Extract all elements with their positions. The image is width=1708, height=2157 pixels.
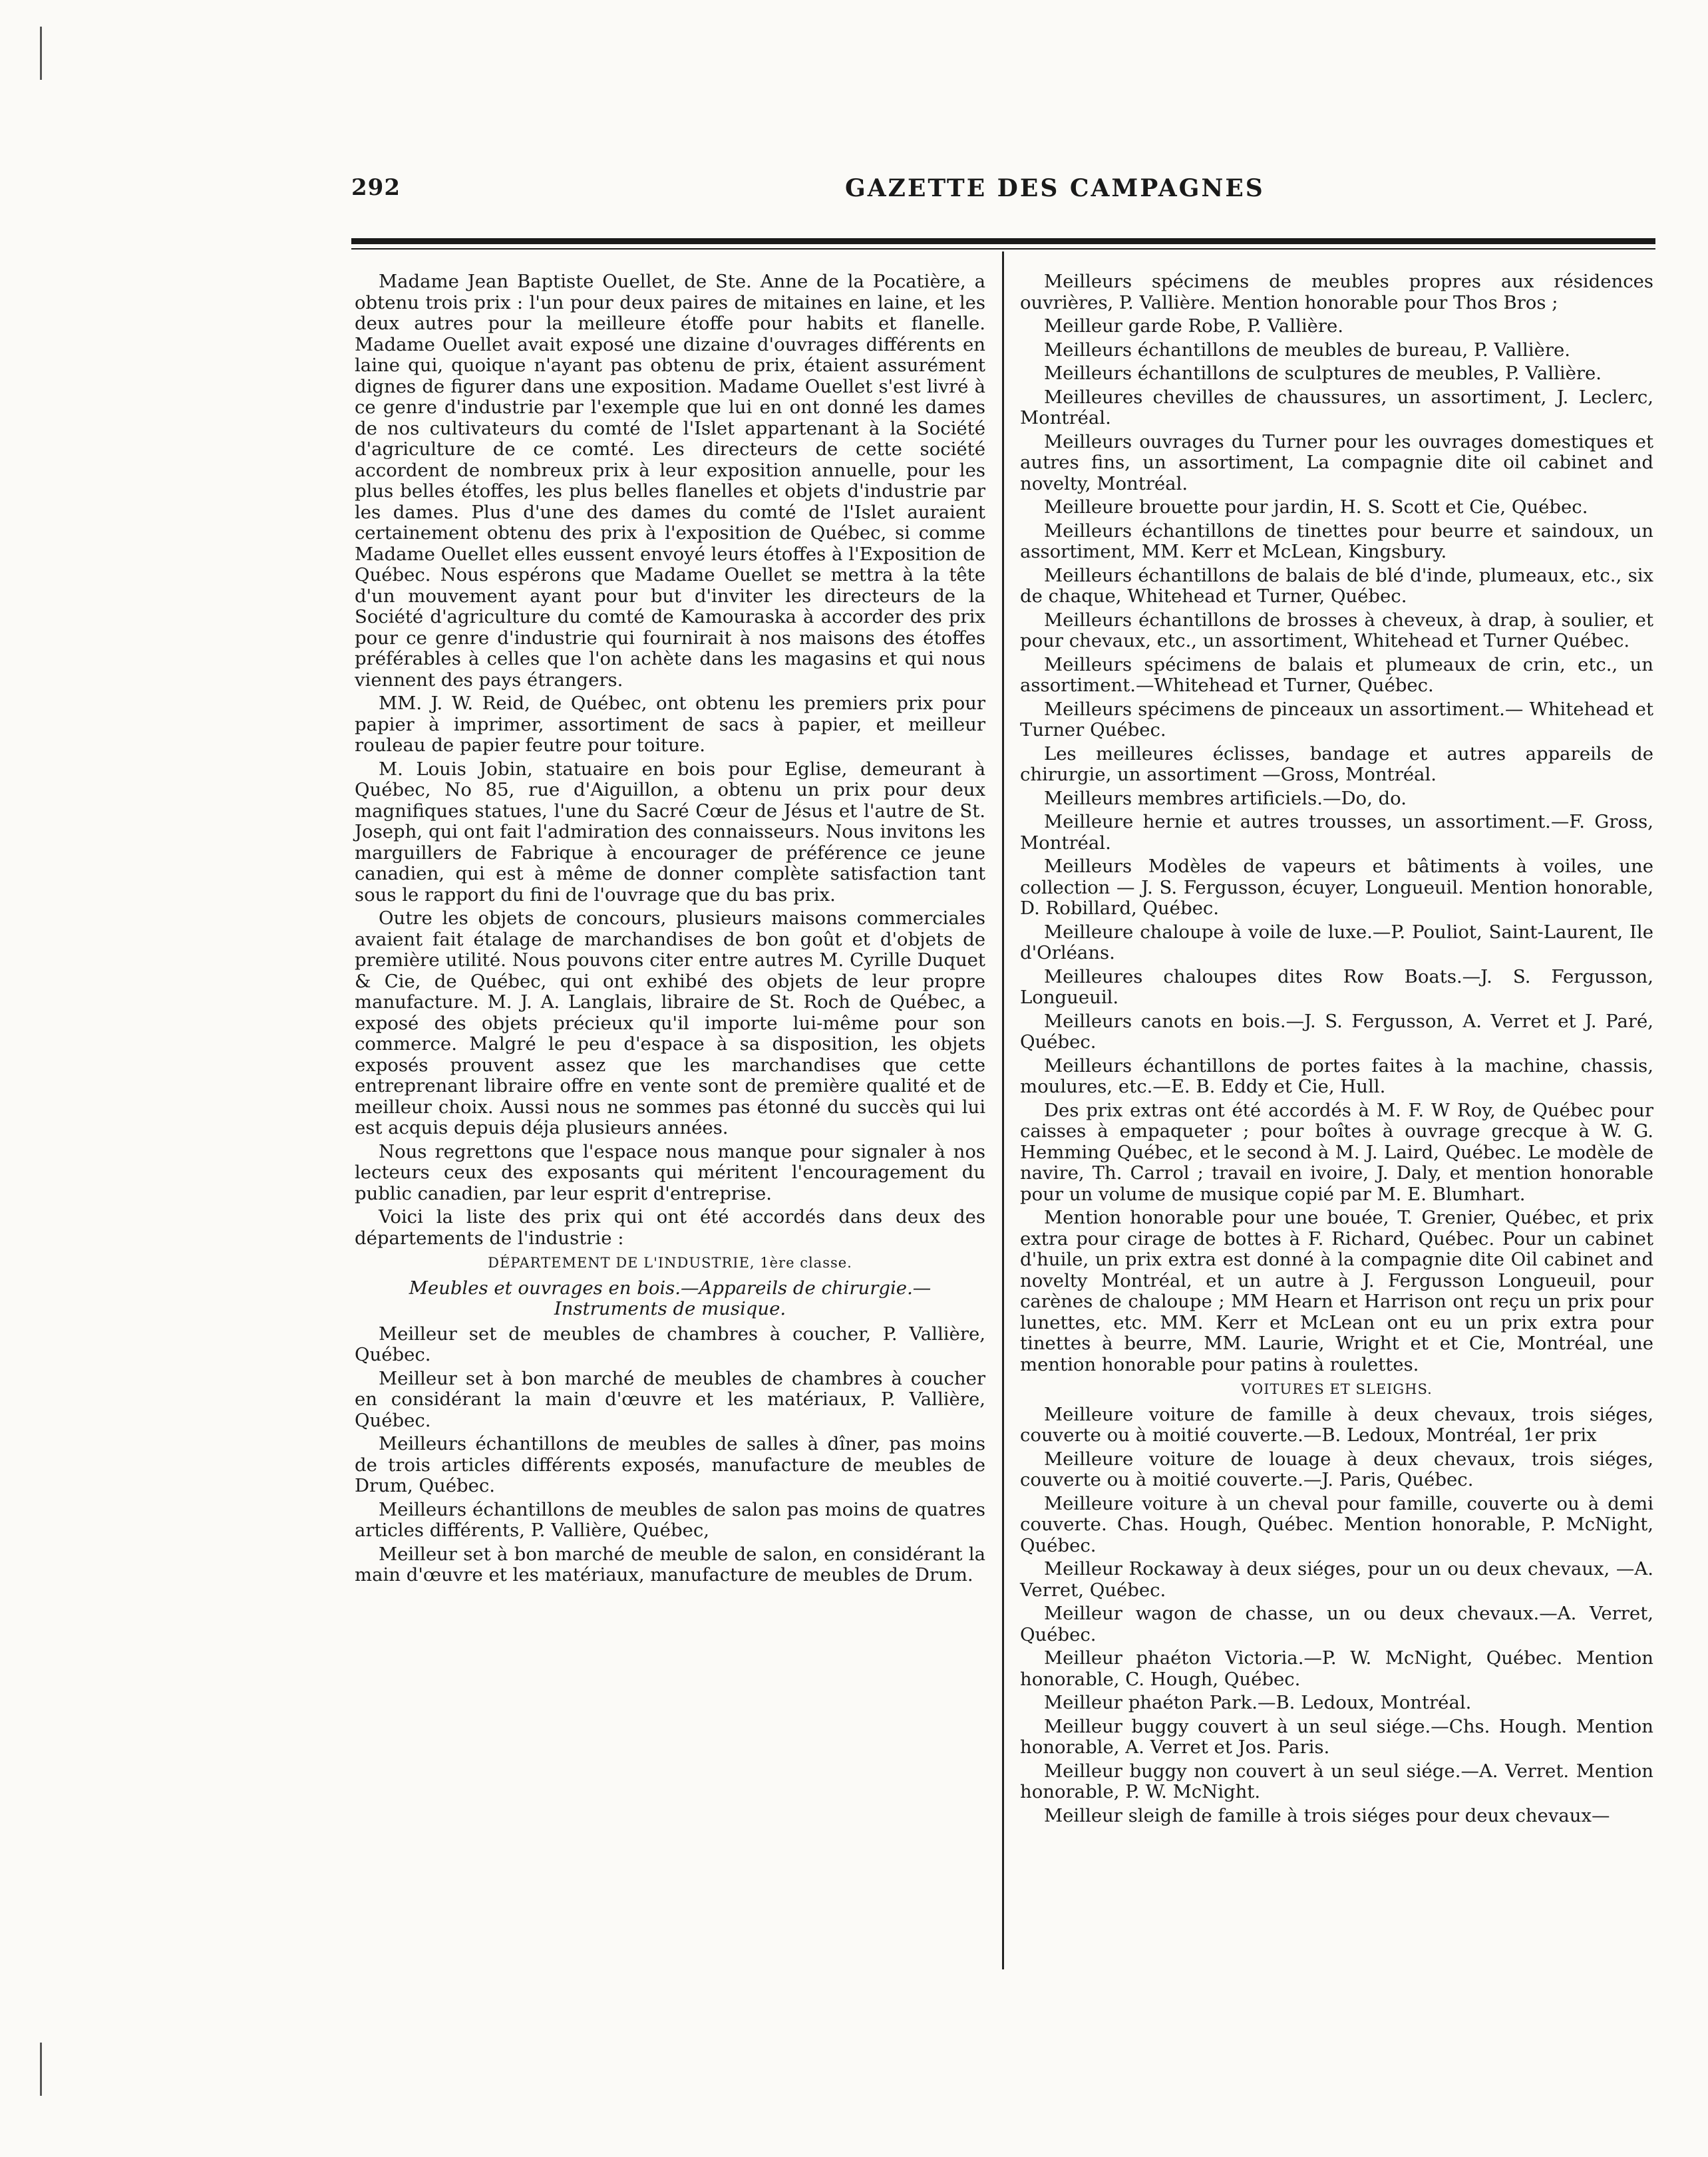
prize-entry: Meilleurs spécimens de balais et plumeaux de crin, etc., un assortiment.—Whitehead et Turner, Québec. <box>1020 653 1653 696</box>
prize-entry: Meilleurs échantillons de meubles de bureau, P. Vallière. <box>1044 339 1570 361</box>
paragraph: Outre les objets de concours, plusieurs maisons commerciales avaient fait étalage de marchandises de bon goût et d'objets de première utilité. Nous pouvons citer entre autres M. Cyrille Duquet & Cie, de Québec, qui ont exhibé des objets de leur propre manufacture. M. J. A. Langlais, libraire de St. Roch de Québec, a exposé des objets précieux qu'il importe lui-même pour son commerce. Malgré le peu d'espace à sa disposition, les objets exposés prouvent assez que les marchandises que cette entreprenant libraire offre en vente sont de première qualité et de meilleur choix. Aussi nous ne sommes pas étonné du succès qui lui est acquis depuis déja plusieurs années. <box>355 908 985 1138</box>
prize-entry: Meilleur garde Robe, P. Vallière. <box>1044 315 1344 337</box>
binding-mark <box>40 27 42 80</box>
prize-entry: Meilleur phaéton Victoria.—P. W. McNight, Québec. Mention honorable, C. Hough, Québec. <box>1020 1647 1653 1690</box>
prize-entry: Meilleures chevilles de chaussures, un assortiment, J. Leclerc, Montréal. <box>1020 386 1653 428</box>
prize-entry: Mention honorable pour une bouée, T. Grenier, Québec, et prix extra pour cirage de bottes à F. Richard, Québec. Pour un cabinet d'huile, un prix extra est donné à la compagnie dite Oil cabinet and novelty Montréal, et un autre à J. Fergusson Longueuil, pour carènes de chaloupe ; MM Hearn et Harrison ont reçu un prix pour lunettes, etc. MM. Kerr et McLean ont eu un prix extra pour tinettes à beurre, MM. Laurie, Wright et et Cie, Montréal, une mention honorable pour patins à roulettes. <box>1020 1207 1653 1375</box>
prize-entry: Meilleure hernie et autres trousses, un assortiment.—F. Gross, Montréal. <box>1020 811 1653 854</box>
running-title: GAZETTE DES CAMPAGNES <box>845 174 1265 202</box>
prize-entry: Meilleur set à bon marché de meuble de salon, en considérant la main d'œuvre et les matériaux, manufacture de meubles de Drum. <box>355 1543 985 1585</box>
prize-entry: Meilleure chaloupe à voile de luxe.—P. Pouliot, Saint-Laurent, Ile d'Orléans. <box>1020 921 1653 963</box>
prize-entry: Meilleure voiture de louage à deux chevaux, trois siéges, couverte ou à moitié couverte.—J. Paris, Québec. <box>1020 1448 1653 1490</box>
paragraph: Voici la liste des prix qui ont été accordés dans deux des départements de l'industrie : <box>355 1206 985 1249</box>
paragraph: Nous regrettons que l'espace nous manque pour signaler à nos lecteurs ceux des exposants qui méritent l'encouragement du public canadien, par leur esprit d'entreprise. <box>355 1140 985 1204</box>
paragraph: MM. J. W. Reid, de Québec, ont obtenu les premiers prix pour papier à imprimer, assortiment de sacs à papier, et meilleur rouleau de papier feutre pour toiture. <box>355 693 985 756</box>
right-column <box>1020 271 1653 1829</box>
prize-entry: Meilleurs échantillons de meubles de salon pas moins de quatres articles différents, P. Vallière, Québec, <box>355 1498 985 1541</box>
prize-entry: Meilleur set de meubles de chambres à coucher, P. Vallière, Québec. <box>355 1323 985 1365</box>
header-rule-thin <box>351 248 1655 249</box>
prize-entry: Meilleurs échantillons de balais de blé d'inde, plumeaux, etc., six de chaque, Whitehead et Turner, Québec. <box>1020 564 1653 607</box>
prize-entry: Meilleurs ouvrages du Turner pour les ouvrages domestiques et autres fins, un assortiment, La compagnie dite oil cabinet and novelty, Montréal. <box>1020 430 1653 494</box>
left-column <box>355 271 985 1589</box>
prize-entry: Meilleurs Modèles de vapeurs et bâtiments à voiles, une collection — J. S. Fergusson, écuyer, Longueuil. Mention honorable, D. Robillard, Québec. <box>1020 856 1653 919</box>
prize-entry: Meilleur phaéton Park.—B. Ledoux, Montréal. <box>1044 1692 1472 1713</box>
prize-entry: Meilleur sleigh de famille à trois siéges pour deux chevaux— <box>1044 1804 1610 1826</box>
prize-entry: Meilleurs échantillons de brosses à cheveux, à drap, à soulier, et pour chevaux, etc., un assortiment, Whitehead et Turner Québec. <box>1020 609 1653 651</box>
page-header <box>351 174 1655 208</box>
paragraph: M. Louis Jobin, statuaire en bois pour Eglise, demeurant à Québec, No 85, rue d'Aiguillon, a obtenu un prix pour deux magnifiques statues, l'une du Sacré Cœur de Jésus et l'autre de St. Joseph, qui ont fait l'admiration des connaisseurs. Nous invitons les marguillers de Fabrique à encourager de préférence ce jeune canadien, qui est à même de donner complète satisfaction tant sous le rapport du fini de l'ouvrage que du bas prix. <box>355 758 985 906</box>
prize-entry: Meilleurs échantillons de sculptures de meubles, P. Vallière. <box>1044 363 1602 384</box>
prize-entry: Meilleure brouette pour jardin, H. S. Scott et Cie, Québec. <box>1044 496 1588 518</box>
section-heading: VOITURES ET SLEIGHS. <box>1241 1381 1433 1397</box>
section-subheading: Meubles et ouvrages en bois.—Appareils de chirurgie.—Instruments de musique. <box>409 1277 932 1319</box>
prize-entry: Des prix extras ont été accordés à M. F. W Roy, de Québec pour caisses à empaqueter ; pour boîtes à ouvrage grecque à W. G. Hemming Québec, et le second à M. J. Laird, Québec. Le modèle de navire, Th. Carrol ; travail en ivoire, J. Daly, et mention honorable pour un volume de musique copié par M. E. Blumhart. <box>1020 1099 1653 1205</box>
paragraph: Madame Jean Baptiste Ouellet, de Ste. Anne de la Pocatière, a obtenu trois prix : l'un pour deux paires de mitaines en laine, et les deux autres pour la meilleure étoffe pour habits et flanelle. Madame Ouellet avait exposé une dizaine d'ouvrages différents en laine qui, quoique n'ayant pas obtenu de prix, étaient assurément dignes de figurer dans une exposition. Madame Ouellet s'est livré à ce genre d'industrie par l'exemple que lui en ont donné les dames de nos cultivateurs du comté de l'Islet appartenant à la Société d'agriculture de ce comté. Les directeurs de cette société accordent de nombreux prix à leur exposition annuelle, pour les plus belles étoffes, les plus belles flanelles et objets d'industrie par les dames. Plus d'une des dames du comté de l'Islet auraient certainement obtenu des prix à l'exposition de Québec, si comme Madame Ouellet elles eussent envoyé leurs étoffes à l'Exposition de Québec. Nous espérons que Madame Ouellet se mettra à la tête d'un mouvement ayant pour but d'inviter les directeurs de la Société d'agriculture du comté de Kamouraska à accorder des prix pour ce genre d'industrie qui fournirait à nos maisons des étoffes préférables à celles que l'on achète dans les magasins et qui nous viennent des pays étrangers. <box>355 271 985 691</box>
prize-entry: Meilleurs spécimens de meubles propres aux résidences ouvrières, P. Vallière. Mention honorable pour Thos Bros ; <box>1020 271 1653 313</box>
prize-entry: Meilleur buggy couvert à un seul siége.—Chs. Hough. Mention honorable, A. Verret et Jos. Paris. <box>1020 1715 1653 1758</box>
prize-entry: Meilleur buggy non couvert à un seul siége.—A. Verret. Mention honorable, P. W. McNight. <box>1020 1760 1653 1802</box>
prize-entry: Meilleures chaloupes dites Row Boats.—J. S. Fergusson, Longueuil. <box>1020 965 1653 1008</box>
prize-entry: Meilleur Rockaway à deux siéges, pour un ou deux chevaux, —A. Verret, Québec. <box>1020 1558 1653 1601</box>
prize-entry: Meilleure voiture de famille à deux chevaux, trois siéges, couverte ou à moitié couverte.—B. Ledoux, Montréal, 1er prix <box>1020 1403 1653 1446</box>
prize-entry: Meilleurs échantillons de portes faites à la machine, chassis, moulures, etc.—E. B. Eddy et Cie, Hull. <box>1020 1055 1653 1097</box>
prize-entry: Meilleurs échantillons de tinettes pour beurre et saindoux, un assortiment, MM. Kerr et McLean, Kingsbury. <box>1020 520 1653 562</box>
prize-entry: Meilleur wagon de chasse, un ou deux chevaux.—A. Verret, Québec. <box>1020 1603 1653 1645</box>
prize-entry: Meilleure voiture à un cheval pour famille, couverte ou à demi couverte. Chas. Hough, Québec. Mention honorable, P. McNight, Québec. <box>1020 1492 1653 1556</box>
prize-entry: Meilleurs canots en bois.—J. S. Fergusson, A. Verret et J. Paré, Québec. <box>1020 1010 1653 1053</box>
prize-entry: Meilleur set à bon marché de meubles de chambres à coucher en considérant la main d'œuvre et les matériaux, P. Vallière, Québec. <box>355 1367 985 1431</box>
prize-entry: Meilleurs membres artificiels.—Do, do. <box>1044 787 1407 809</box>
page-number: 292 <box>351 174 401 201</box>
prize-entry: Meilleurs spécimens de pinceaux un assortiment.— Whitehead et Turner Québec. <box>1020 698 1653 741</box>
header-rule-thick <box>351 238 1655 244</box>
binding-mark <box>40 2043 42 2096</box>
prize-entry: Meilleurs échantillons de meubles de salles à dîner, pas moins de trois articles différents exposés, manufacture de meubles de Drum, Québec. <box>355 1433 985 1496</box>
prize-entry: Les meilleures éclisses, bandage et autres appareils de chirurgie, un assortiment —Gross, Montréal. <box>1020 743 1653 785</box>
column-divider <box>1002 251 1004 1969</box>
section-heading: DÉPARTEMENT DE L'INDUSTRIE, 1ère classe. <box>488 1255 852 1271</box>
